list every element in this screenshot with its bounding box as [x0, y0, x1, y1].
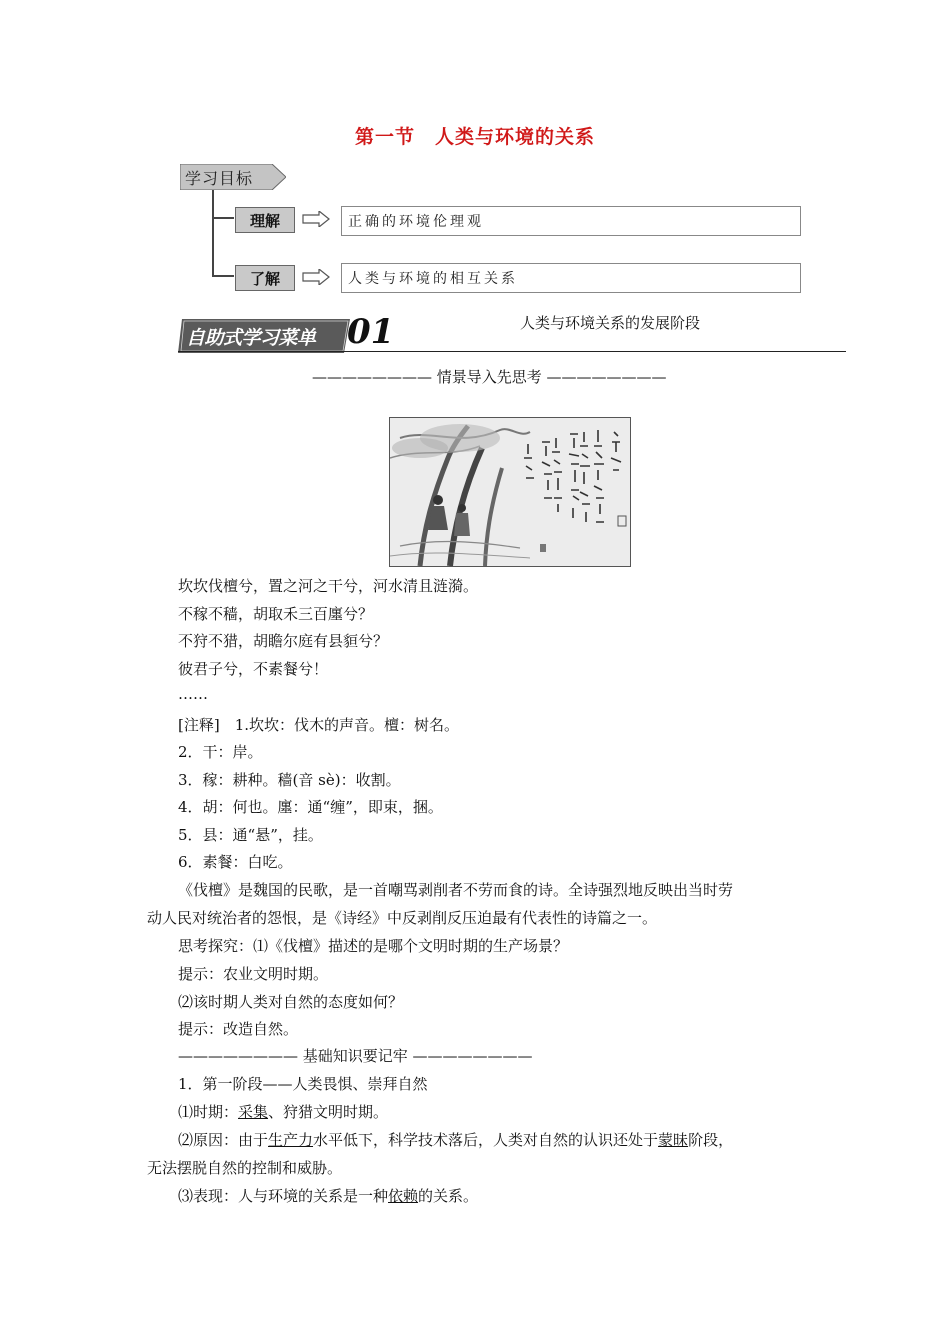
- intro-paragraph-line: 动人民对统治者的怨恨，是《诗经》中反剥削反压迫最有代表性的诗篇之一。: [147, 909, 658, 927]
- tree-connector: [212, 190, 214, 218]
- page-title: 第一节 人类与环境的关系: [354, 126, 595, 148]
- stage-point-text: 的关系。: [418, 1187, 479, 1205]
- question-text: ⑵该时期人类对自然的态度如何？: [178, 993, 404, 1011]
- section-rule: [178, 351, 846, 352]
- note-line: 4．胡：何也。廛：通“缠”，即束，捆。: [178, 798, 443, 816]
- poem-line: 不狩不猎，胡瞻尔庭有县貆兮？: [178, 632, 389, 650]
- objective-level: 理解: [235, 207, 295, 233]
- stage-point-text: ⑶表现：人与环境的关系是一种: [178, 1187, 389, 1205]
- stage-heading: 1．第一阶段——人类畏惧、崇拜自然: [178, 1075, 428, 1093]
- note-line: 3．稼：耕种。穑(音 sè)：收割。: [178, 771, 401, 789]
- tree-connector: [212, 218, 214, 276]
- blank-answer: 采集: [238, 1103, 269, 1121]
- note-line: 5．县：通“悬”，挂。: [178, 826, 323, 844]
- arrow-right-icon: [302, 211, 330, 227]
- note-line: 2．干：岸。: [178, 743, 263, 761]
- blank-answer: 生产力: [268, 1131, 314, 1149]
- arrow-right-icon: [302, 269, 330, 285]
- note-line: 6．素餐：白吃。: [178, 853, 293, 871]
- painting-image: [389, 417, 631, 567]
- stage-point-text: 、狩猎文明时期。: [268, 1103, 389, 1121]
- answer-text: 提示：农业文明时期。: [178, 965, 329, 983]
- objectives-tag-label: 学习目标: [185, 169, 254, 188]
- intro-paragraph-line: 《伐檀》是魏国的民歌，是一首嘲骂剥削者不劳而食的诗。全诗强烈地反映出当时劳: [178, 881, 734, 899]
- blank-answer: 蒙昧: [658, 1131, 689, 1149]
- stage-point-text: ⑴时期：: [178, 1103, 239, 1121]
- stage-point: [178, 1130, 733, 1150]
- objective-text: 正确的环境伦理观: [341, 206, 801, 236]
- answer-text: 提示：改造自然。: [178, 1020, 299, 1038]
- objective-level: 了解: [235, 265, 295, 291]
- stage-point-text: ⑵原因：由于: [178, 1131, 269, 1149]
- stage-point-text: 阶段，: [688, 1131, 734, 1149]
- tree-branch: [212, 217, 234, 219]
- note-line: [注释] 1.坎坎：伐木的声音。檀：树名。: [178, 716, 460, 734]
- section-title: 人类与环境关系的发展阶段: [520, 314, 701, 332]
- section-number: 01: [347, 312, 395, 352]
- question-text: 思考探究：⑴《伐檀》描述的是哪个文明时期的生产场景？: [178, 937, 569, 955]
- section-banner-label: 自助式学习菜单: [186, 327, 316, 349]
- poem-line: 不稼不穑，胡取禾三百廛兮？: [178, 605, 374, 623]
- stage-point: [178, 1102, 388, 1122]
- divider-heading: ———————— 基础知识要记牢 ————————: [178, 1047, 533, 1065]
- poem-line: 彼君子兮，不素餐兮！: [178, 660, 329, 678]
- stage-point-continuation: 无法摆脱自然的控制和威胁。: [147, 1159, 343, 1177]
- stage-point: [178, 1186, 478, 1206]
- stage-point-text: 水平低下，科学技术落后，人类对自然的认识还处于: [313, 1131, 659, 1149]
- objective-text: 人类与环境的相互关系: [341, 263, 801, 293]
- blank-answer: 依赖: [388, 1187, 419, 1205]
- divider-heading: ———————— 情景导入先思考 ————————: [312, 368, 667, 386]
- tree-branch: [212, 275, 234, 277]
- poem-line: ……: [178, 685, 208, 703]
- poem-line: 坎坎伐檀兮，置之河之干兮，河水清且涟漪。: [178, 577, 479, 595]
